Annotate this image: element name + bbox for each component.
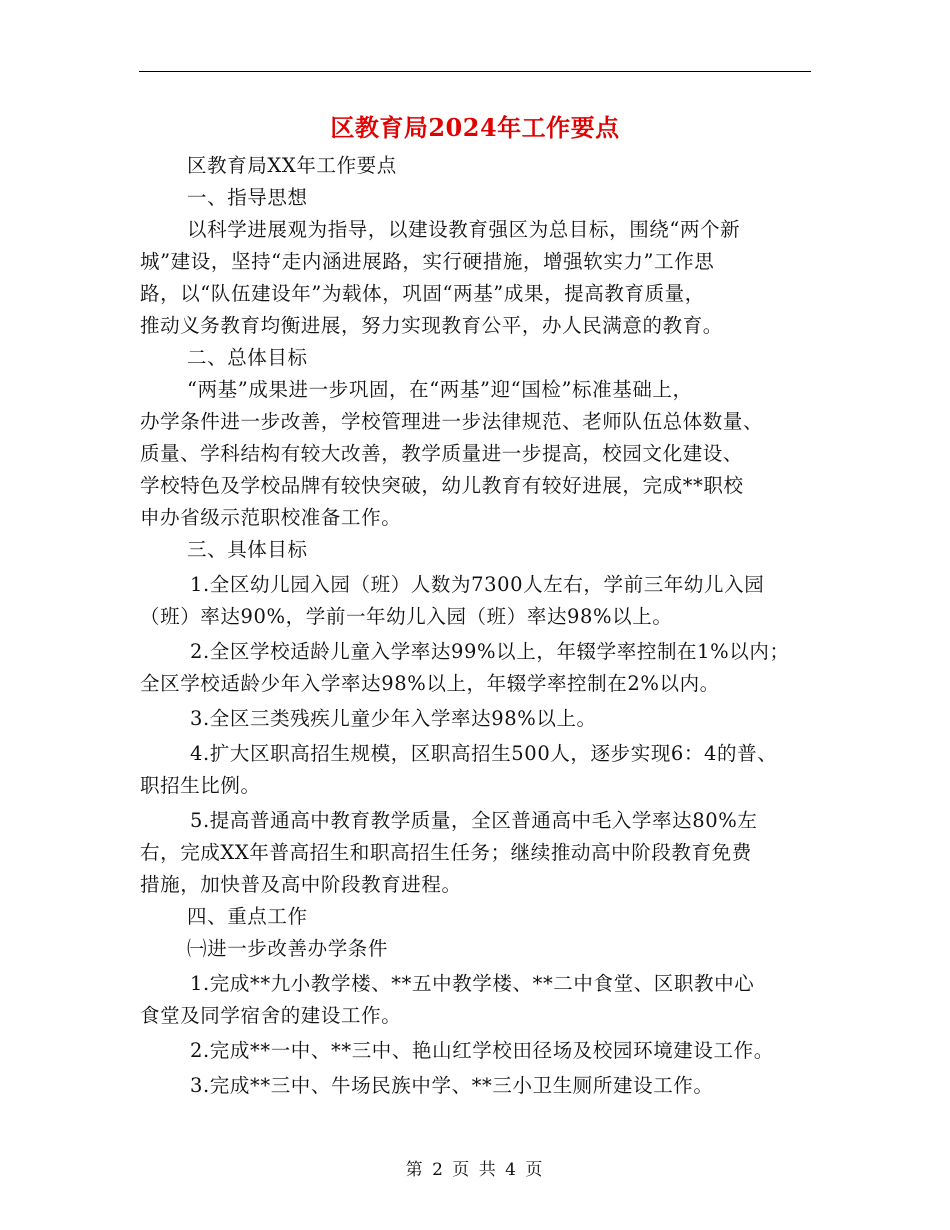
paragraph-line: 2.完成**一中、**三中、艳山红学校田径场及校园环境建设工作。 (190, 1039, 774, 1062)
paragraph-line: 二、总体目标 (187, 346, 308, 369)
paragraph-line: 四、重点工作 (187, 905, 308, 928)
paragraph-line: 右，完成XX年普高招生和职高招生任务；继续推动高中阶段教育免费 (140, 841, 752, 864)
paragraph-line: 申办省级示范职校准备工作。 (140, 506, 402, 529)
paragraph-line: 食堂及同学宿舍的建设工作。 (140, 1004, 402, 1027)
paragraph-line: 推动义务教育均衡进展，努力实现教育公平，办人民满意的教育。 (140, 314, 723, 337)
paragraph-line: 学校特色及学校品牌有较快突破，幼儿教育有较好进展，完成**职校 (140, 474, 744, 497)
paragraph-line: 3.全区三类残疾儿童少年入学率达98%以上。 (190, 707, 597, 730)
paragraph-line: 职招生比例。 (140, 774, 261, 797)
paragraph-line: 全区学校适龄少年入学率达98%以上，年辍学率控制在2%以内。 (140, 672, 720, 695)
paragraph-line: （班）率达90%，学前一年幼儿入园（班）率达98%以上。 (140, 605, 673, 628)
paragraph-line: 2.全区学校适龄儿童入学率达99%以上，年辍学率控制在1%以内； (190, 640, 790, 663)
paragraph-line: 5.提高普通高中教育教学质量，全区普通高中毛入学率达80%左 (190, 809, 758, 832)
paragraph-line: 措施，加快普及高中阶段教育进程。 (140, 873, 462, 896)
document-title: 区教育局2024年工作要点 (330, 113, 620, 142)
paragraph-line: 4.扩大区职高招生规模，区职高招生500人，逐步实现6：4的普、 (190, 742, 778, 765)
paragraph-line: 区教育局XX年工作要点 (187, 154, 397, 177)
paragraph-line: 1.全区幼儿园入园（班）人数为7300人左右，学前三年幼儿入园 (190, 573, 765, 596)
paragraph-line: 办学条件进一步改善，学校管理进一步法律规范、老师队伍总体数量、 (140, 410, 764, 433)
paragraph-line: ㈠进一步改善办学条件 (187, 937, 389, 960)
paragraph-line: 1.完成**九小教学楼、**五中教学楼、**二中食堂、区职教中心 (190, 972, 755, 995)
paragraph-line: 以科学进展观为指导，以建设教育强区为总目标，围绕“两个新 (187, 218, 741, 241)
paragraph-line: 路，以“队伍建设年”为载体，巩固“两基”成果，提高教育质量， (140, 282, 705, 305)
document-body (140, 150, 820, 1102)
page-footer: 第 2 页 共 4 页 (405, 1160, 545, 1180)
paragraph-line: 一、指导思想 (187, 186, 308, 209)
paragraph-line: 质量、学科结构有较大改善，教学质量进一步提高，校园文化建设、 (140, 442, 744, 465)
paragraph-line: 城”建设，坚持“走内涵进展路，实行硬措施，增强软实力”工作思 (140, 250, 715, 273)
paragraph-line: “两基”成果进一步巩固，在“两基”迎“国检”标准基础上， (187, 378, 693, 401)
paragraph-line: 3.完成**三中、牛场民族中学、**三小卫生厕所建设工作。 (190, 1074, 714, 1097)
header-rule (139, 71, 811, 72)
paragraph-line: 三、具体目标 (187, 538, 308, 561)
